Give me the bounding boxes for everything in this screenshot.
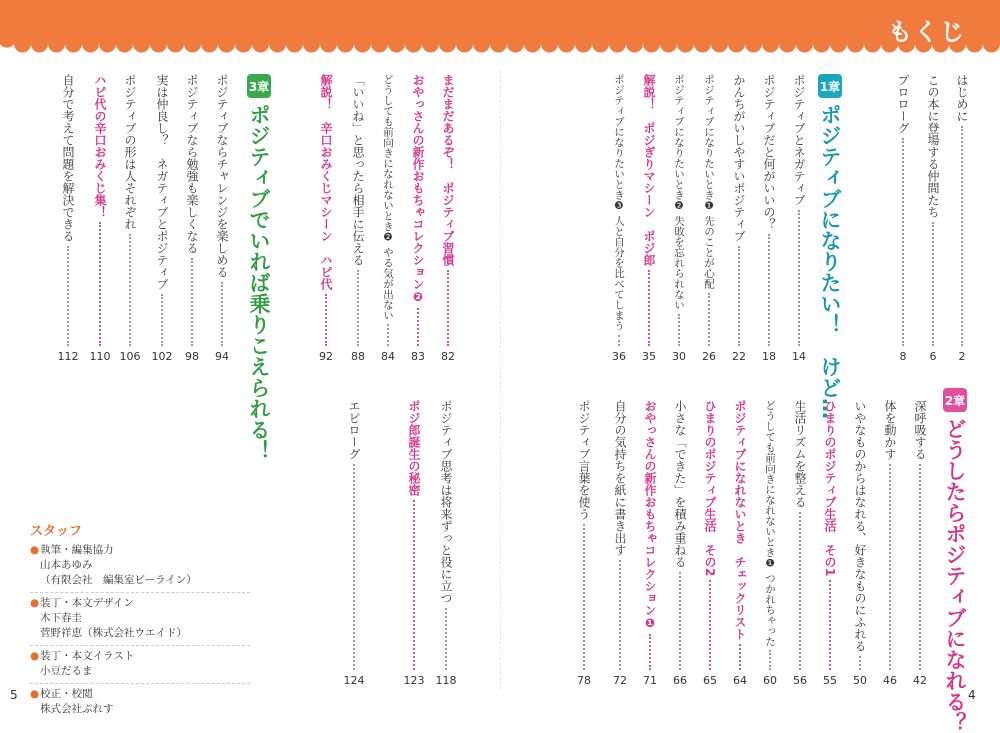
- staff-role: ● 執筆・編集協力: [30, 543, 250, 558]
- chapter3-heading: [244, 74, 274, 461]
- spine-divider: [500, 70, 501, 690]
- staff-credits: [30, 524, 250, 721]
- toc-entry-highlight[interactable]: [436, 74, 460, 364]
- toc-entry-highlight[interactable]: [698, 400, 722, 688]
- entry-title: ポジティブになりたいとき❷ 失敗を忘れられない: [673, 74, 685, 310]
- entry-title: ポジティブならチャレンジを楽しめる: [215, 74, 229, 278]
- entry-title: ひまりのポジティブ生活 その1: [823, 400, 837, 577]
- dot-leader: [709, 580, 711, 670]
- entry-page: 14: [792, 350, 806, 363]
- toc-entry-prologue[interactable]: [891, 74, 915, 364]
- entry-page: 55: [823, 674, 837, 687]
- toc-entry[interactable]: [346, 74, 370, 364]
- staff-role: ● 校正・校閲: [30, 687, 250, 702]
- entry-page: 36: [612, 350, 626, 363]
- entry-title: どうしても前向きになれないとき❶ つかれちゃった: [764, 400, 776, 647]
- chapter1-heading: [815, 74, 845, 419]
- dot-leader: [649, 634, 651, 670]
- dot-leader: [445, 608, 447, 670]
- entry-title: ポジティブなら勉強も楽しくなる: [185, 74, 199, 254]
- entry-page: 78: [577, 674, 591, 687]
- entry-title: ポジティブとネガティブ: [792, 74, 806, 206]
- entry-page: 118: [435, 674, 457, 687]
- dot-leader: [739, 644, 741, 670]
- dot-leader: [387, 324, 389, 346]
- dot-leader: [859, 656, 861, 670]
- chapter2-heading: [940, 388, 970, 733]
- staff-name: 木下春圭: [40, 612, 82, 624]
- toc-entry[interactable]: [727, 74, 751, 364]
- staff-name: 菅野祥恵（株式会社ウエイド）: [40, 627, 187, 639]
- entry-title: ひまりのポジティブ生活 その2: [703, 400, 717, 577]
- toc-entry[interactable]: [878, 400, 902, 688]
- dot-leader: [67, 246, 69, 346]
- dot-leader: [357, 270, 359, 346]
- chapter3-badge: 3章: [247, 74, 271, 98]
- entry-title: どうしても前向きになれないとき❷ やる気が出ない: [382, 74, 394, 321]
- entry-page: 26: [702, 350, 716, 363]
- entry-page: 22: [732, 350, 746, 363]
- chapter1-badge: 1章: [818, 74, 842, 98]
- toc-entry[interactable]: [608, 400, 632, 688]
- toc-entry-characters[interactable]: [921, 74, 945, 364]
- toc-entry[interactable]: [908, 400, 932, 688]
- staff-group: [30, 645, 250, 679]
- toc-entry[interactable]: [150, 74, 174, 364]
- chapter2-badge: 2章: [943, 388, 967, 412]
- toc-entry[interactable]: [210, 74, 234, 364]
- entry-page: 94: [215, 350, 229, 363]
- staff-role: ● 装丁・本文デザイン: [30, 596, 250, 611]
- toc-entry[interactable]: [758, 400, 782, 688]
- dot-leader: [353, 464, 355, 670]
- entry-title: はじめに: [955, 74, 969, 122]
- entry-page: 56: [793, 674, 807, 687]
- entry-page: 124: [343, 674, 365, 687]
- entry-title: ポジ郎誕生の秘密: [407, 400, 421, 496]
- dot-leader: [768, 234, 770, 346]
- dot-leader: [678, 314, 680, 346]
- entry-title: ハピ代の辛口おみくじ集！: [93, 74, 107, 218]
- entry-title: ポジティブになれないとき チェックリスト: [733, 400, 747, 640]
- staff-role: ● 装丁・本文イラスト: [30, 649, 250, 664]
- toc-entry[interactable]: [788, 400, 812, 688]
- entry-title: ポジティブ思考は将来ずっと役に立つ: [439, 400, 453, 604]
- folio-left: 5: [10, 688, 18, 702]
- dot-leader: [413, 500, 415, 670]
- entry-page: 30: [672, 350, 686, 363]
- dot-leader: [618, 335, 620, 346]
- entry-page: 123: [403, 674, 425, 687]
- dot-leader: [325, 294, 327, 346]
- toc-entry-highlight[interactable]: [88, 74, 112, 364]
- toc-entry[interactable]: [668, 400, 692, 688]
- entry-title: 「いいね」と思ったら相手に伝える: [351, 74, 365, 266]
- entry-page: 72: [613, 674, 627, 687]
- dot-leader: [798, 210, 800, 346]
- toc-entry[interactable]: [434, 400, 458, 688]
- toc-entry[interactable]: [56, 74, 80, 364]
- toc-entry[interactable]: [667, 74, 691, 364]
- entry-title: 生活リズムを整える: [793, 400, 807, 508]
- staff-group: [30, 683, 250, 717]
- entry-page: 2: [958, 350, 966, 363]
- dot-leader: [161, 294, 163, 346]
- entry-title: 実は仲良し？ ネガティブとポジティブ: [155, 74, 169, 290]
- dot-leader: [447, 270, 449, 346]
- entry-page: 66: [673, 674, 687, 687]
- toc-entry-highlight[interactable]: [818, 400, 842, 688]
- staff-name: 山本あゆみ: [40, 559, 93, 571]
- dot-leader: [583, 524, 585, 670]
- entry-title: いやなものからはなれる、好きなものにふれる: [853, 400, 867, 652]
- toc-entry-epilogue[interactable]: [342, 400, 366, 688]
- dot-leader: [961, 126, 963, 346]
- staff-heading: スタッフ: [30, 524, 83, 539]
- entry-page: 46: [883, 674, 897, 687]
- entry-page: 106: [119, 350, 141, 363]
- entry-title: 体を動かす: [883, 400, 897, 460]
- entry-page: 112: [57, 350, 79, 363]
- toc-entry-highlight[interactable]: [406, 74, 430, 364]
- dot-leader: [619, 560, 621, 670]
- entry-page: 35: [642, 350, 656, 363]
- entry-page: 84: [381, 350, 395, 363]
- entry-page: 102: [151, 350, 173, 363]
- page-title: もくじ: [888, 18, 966, 46]
- entry-title: エピローグ: [347, 400, 361, 460]
- entry-title: 小さな「できた」を積み重ねる: [673, 400, 687, 568]
- entry-title: 深呼吸する: [913, 400, 927, 460]
- chapter2-title: どうしたらポジティブになれる？: [943, 418, 967, 733]
- entry-page: 98: [185, 350, 199, 363]
- staff-group: [30, 592, 250, 641]
- dot-leader: [902, 138, 904, 346]
- toc-entry[interactable]: [787, 74, 811, 364]
- dot-leader: [679, 572, 681, 670]
- staff-name: （有限会社 編集室ビーライン）: [40, 574, 197, 586]
- toc-entry-highlight[interactable]: [402, 400, 426, 688]
- dot-leader: [769, 650, 771, 670]
- toc-entry[interactable]: [376, 74, 400, 364]
- toc-entry[interactable]: [607, 74, 631, 364]
- dot-leader: [99, 222, 101, 346]
- header-band: [0, 0, 1000, 62]
- toc-entry-highlight[interactable]: [314, 74, 338, 364]
- entry-title: ポジティブになりたいとき❶ 先のことが心配: [703, 74, 715, 289]
- entry-title: おやっさんの新作おもちゃコレクション❷: [411, 74, 425, 304]
- entry-page: 60: [763, 674, 777, 687]
- entry-title: 解説！ 辛口おみくじマシーン ハピ代: [319, 74, 333, 290]
- entry-page: 18: [762, 350, 776, 363]
- entry-title: ポジティブの形は人それぞれ: [123, 74, 137, 230]
- toc-entry[interactable]: [180, 74, 204, 364]
- dot-leader: [919, 464, 921, 670]
- toc-entry[interactable]: [697, 74, 721, 364]
- dot-leader: [889, 464, 891, 670]
- dot-leader: [829, 580, 831, 670]
- entry-title: かんちがいしやすいポジティブ: [732, 74, 746, 242]
- toc-entry-highlight[interactable]: [728, 400, 752, 688]
- entry-page: 92: [319, 350, 333, 363]
- entry-page: 88: [351, 350, 365, 363]
- entry-title: ポジティブ言葉を使う: [577, 400, 591, 520]
- entry-page: 50: [853, 674, 867, 687]
- folio-right: 4: [968, 688, 976, 702]
- chapter3-title: ポジティブでいれば乗りこえられる！: [247, 104, 271, 461]
- toc-entry[interactable]: [757, 74, 781, 364]
- entry-title: ポジティブになりたいとき❸ 人と自分を比べてしまう: [613, 74, 625, 331]
- toc-entry[interactable]: [118, 74, 142, 364]
- entry-title: 自分の気持ちを紙に書き出す: [613, 400, 627, 556]
- toc-entry[interactable]: [572, 400, 596, 688]
- staff-group: [30, 543, 250, 588]
- entry-title: 自分で考えて問題を解決できる: [61, 74, 75, 242]
- entry-page: 110: [89, 350, 111, 363]
- dot-leader: [191, 258, 193, 346]
- dot-leader: [221, 282, 223, 346]
- dot-leader: [799, 512, 801, 670]
- dot-leader: [738, 246, 740, 346]
- scalloped-band: [0, 0, 1000, 62]
- dot-leader: [417, 308, 419, 346]
- entry-title: ポジティブだと何がいいの？: [762, 74, 776, 230]
- entry-page: 83: [411, 350, 425, 363]
- entry-title: 解説！ ポジぎりマシーン ポジ郎: [642, 74, 656, 266]
- dot-leader: [932, 222, 934, 346]
- toc-entry-hajimeni[interactable]: [950, 74, 974, 364]
- entry-title: この本に登場する仲間たち: [926, 74, 940, 218]
- entry-page: 64: [733, 674, 747, 687]
- entry-page: 42: [913, 674, 927, 687]
- entry-page: 65: [703, 674, 717, 687]
- entry-title: おやっさんの新作おもちゃコレクション❶: [643, 400, 657, 630]
- toc-entry-highlight[interactable]: [637, 74, 661, 364]
- dot-leader: [129, 234, 131, 346]
- staff-name: 株式会社ぷれす: [40, 703, 114, 715]
- entry-page: 6: [929, 350, 937, 363]
- entry-page: 8: [899, 350, 907, 363]
- toc-entry-highlight[interactable]: [638, 400, 662, 688]
- dot-leader: [648, 270, 650, 346]
- entry-page: 82: [441, 350, 455, 363]
- entry-title: プロローグ: [896, 74, 910, 134]
- entry-page: 71: [643, 674, 657, 687]
- staff-name: 小豆だるま: [40, 665, 93, 677]
- chapter1-title: ポジティブになりたい！ けど…: [818, 104, 842, 419]
- dot-leader: [708, 293, 710, 346]
- toc-entry[interactable]: [848, 400, 872, 688]
- entry-title: まだまだあるぞ！ ポジティブ習慣: [441, 74, 455, 266]
